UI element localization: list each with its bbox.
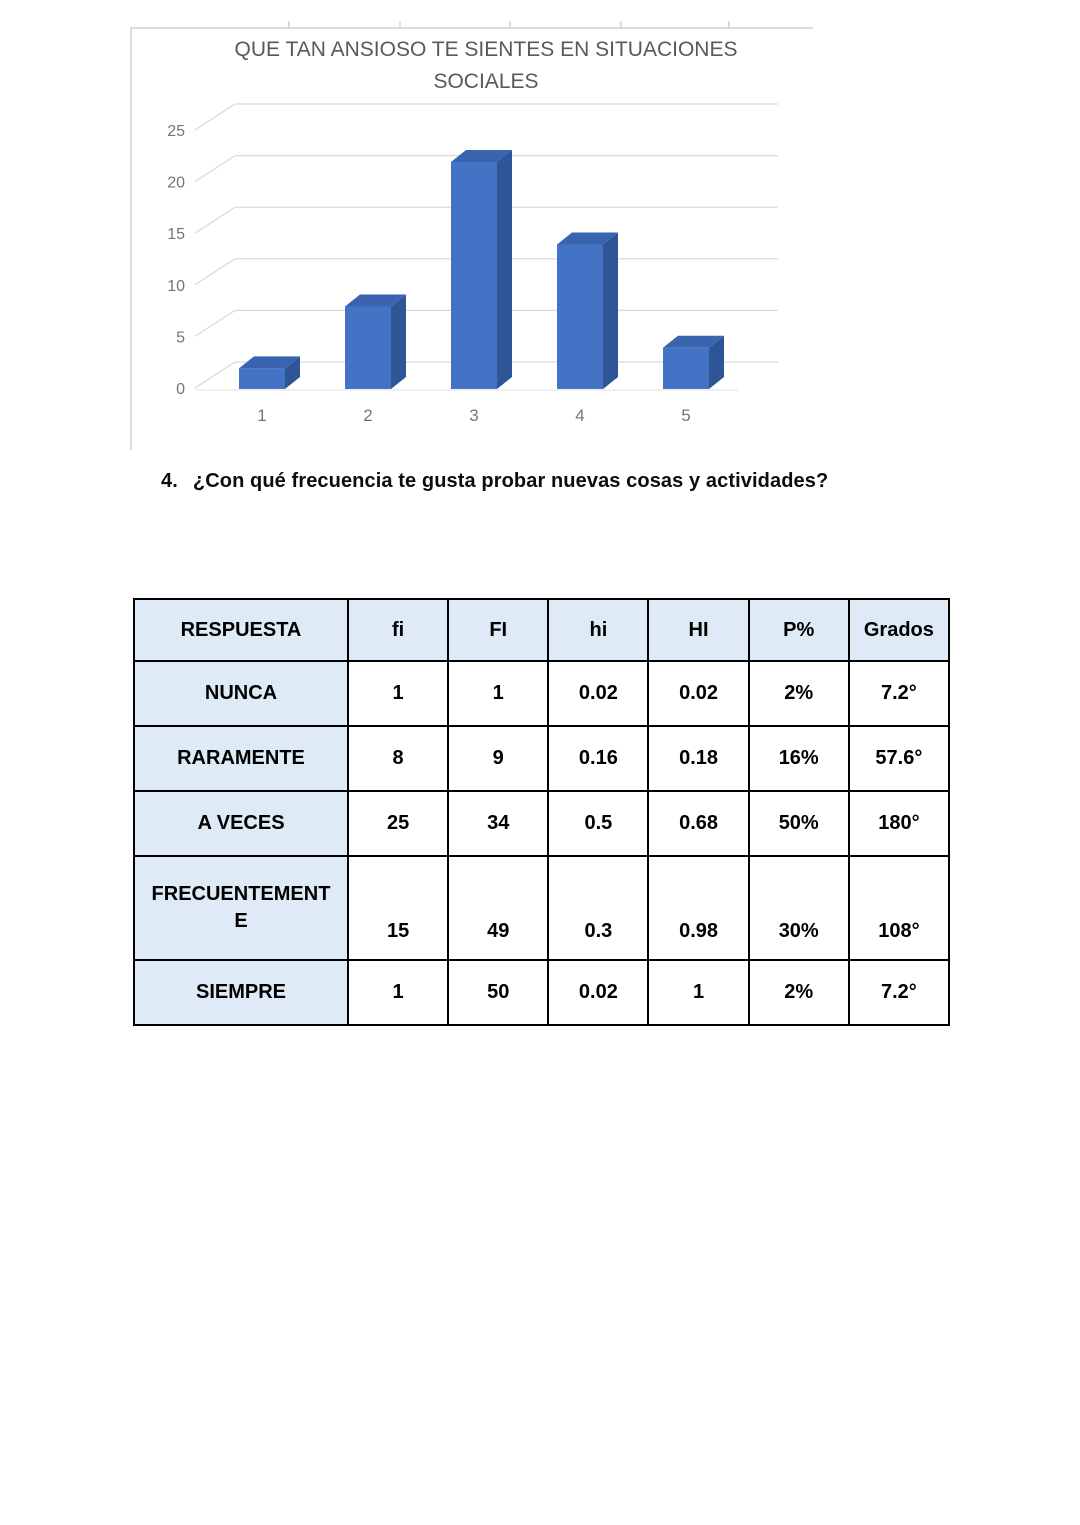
table-row: [134, 726, 949, 791]
row-label-text: SIEMPRE: [195, 981, 287, 1003]
y-axis-label: 25: [167, 123, 185, 140]
table-cell: 57.6°: [849, 726, 949, 791]
table-cell: 0.16: [548, 726, 648, 791]
column-header-hi: hi: [548, 599, 648, 661]
bar-category-1: [239, 356, 300, 389]
y-axis-label: 5: [176, 329, 185, 347]
table-cell: 0.02: [648, 661, 748, 726]
column-header-fi: fi: [348, 599, 448, 661]
table-cell: 0.18: [648, 726, 748, 791]
row-label: [134, 791, 348, 856]
table-row: [134, 960, 949, 1025]
table-cell: 49: [448, 856, 548, 960]
table-row: [134, 661, 949, 726]
table-header-row: [134, 599, 949, 661]
x-axis-label: 2: [363, 406, 373, 425]
chart-title: [235, 38, 738, 93]
table-cell: 1: [448, 661, 548, 726]
table-cell: 1: [348, 661, 448, 726]
row-label-text: NUNCA: [204, 682, 278, 704]
question-number: 4.: [161, 470, 178, 492]
column-header-grados: Grados: [849, 599, 949, 661]
bar-chart-3d: [125, 8, 815, 453]
y-axis-label: 15: [167, 226, 185, 244]
table-cell: 180°: [849, 791, 949, 856]
table-cell: 34: [448, 791, 548, 856]
table-cell: 50%: [749, 791, 849, 856]
table-cell: 0.68: [648, 791, 748, 856]
table-cell: 0.02: [548, 960, 648, 1025]
column-header-respuesta: RESPUESTA: [134, 599, 348, 661]
row-label: [134, 661, 348, 726]
bar-front-face: [451, 162, 497, 389]
svg-text:QUE TAN ANSIOSO TE SIENTES EN: QUE TAN ANSIOSO TE SIENTES EN SITUACIONES: [234, 38, 738, 61]
row-label: [134, 960, 348, 1025]
question-text: ¿Con qué frecuencia te gusta probar nuevas cosas y actividades?: [192, 470, 829, 492]
column-header-hi: HI: [648, 599, 748, 661]
table-cell: 108°: [849, 856, 949, 960]
bar-side-face: [391, 294, 406, 389]
frequency-table: [133, 598, 950, 1026]
bar-category-2: [345, 294, 406, 389]
bar-front-face: [239, 368, 285, 389]
bar-category-4: [557, 233, 618, 389]
row-label: [134, 726, 348, 791]
table-cell: 50: [448, 960, 548, 1025]
bar-front-face: [345, 306, 391, 389]
row-label: [134, 856, 348, 960]
table-cell: 1: [648, 960, 748, 1025]
table-cell: 0.02: [548, 661, 648, 726]
y-axis-label: 0: [176, 381, 185, 398]
table-cell: 1: [348, 960, 448, 1025]
column-header-p-: P%: [749, 599, 849, 661]
question-4: [161, 470, 828, 493]
table-cell: 25: [348, 791, 448, 856]
table-cell: 15: [348, 856, 448, 960]
table-cell: 9: [448, 726, 548, 791]
bar-front-face: [663, 348, 709, 389]
table-cell: 0.5: [548, 791, 648, 856]
row-label-text: RARAMENTE: [177, 747, 305, 769]
svg-text:SOCIALES: SOCIALES: [433, 70, 539, 93]
table-cell: 2%: [749, 960, 849, 1025]
y-axis-label: 10: [167, 277, 185, 295]
anxiety-chart-figure: [125, 8, 815, 453]
table-cell: 7.2°: [849, 661, 949, 726]
x-axis-label: 4: [575, 406, 585, 425]
table-cell: 2%: [749, 661, 849, 726]
table-cell: 16%: [749, 726, 849, 791]
bar-front-face: [557, 245, 603, 389]
column-header-fi: FI: [448, 599, 548, 661]
row-label-text: A VECES: [197, 812, 285, 834]
table-cell: 8: [348, 726, 448, 791]
x-axis-label: 5: [681, 406, 691, 425]
bar-side-face: [603, 233, 618, 389]
bar-side-face: [497, 150, 512, 389]
table-row: [134, 856, 949, 960]
y-axis-label: 20: [167, 174, 185, 192]
chart-bars: [239, 150, 724, 389]
table-cell: 7.2°: [849, 960, 949, 1025]
row-label-text: FRECUENTEMENTE: [151, 883, 331, 932]
x-axis-label: 1: [257, 406, 267, 425]
table-row: [134, 791, 949, 856]
table-cell: 0.3: [548, 856, 648, 960]
x-axis-label: 3: [469, 406, 479, 425]
bar-category-3: [451, 150, 512, 389]
table-cell: 0.98: [648, 856, 748, 960]
table-cell: 30%: [749, 856, 849, 960]
bar-category-5: [663, 336, 724, 389]
